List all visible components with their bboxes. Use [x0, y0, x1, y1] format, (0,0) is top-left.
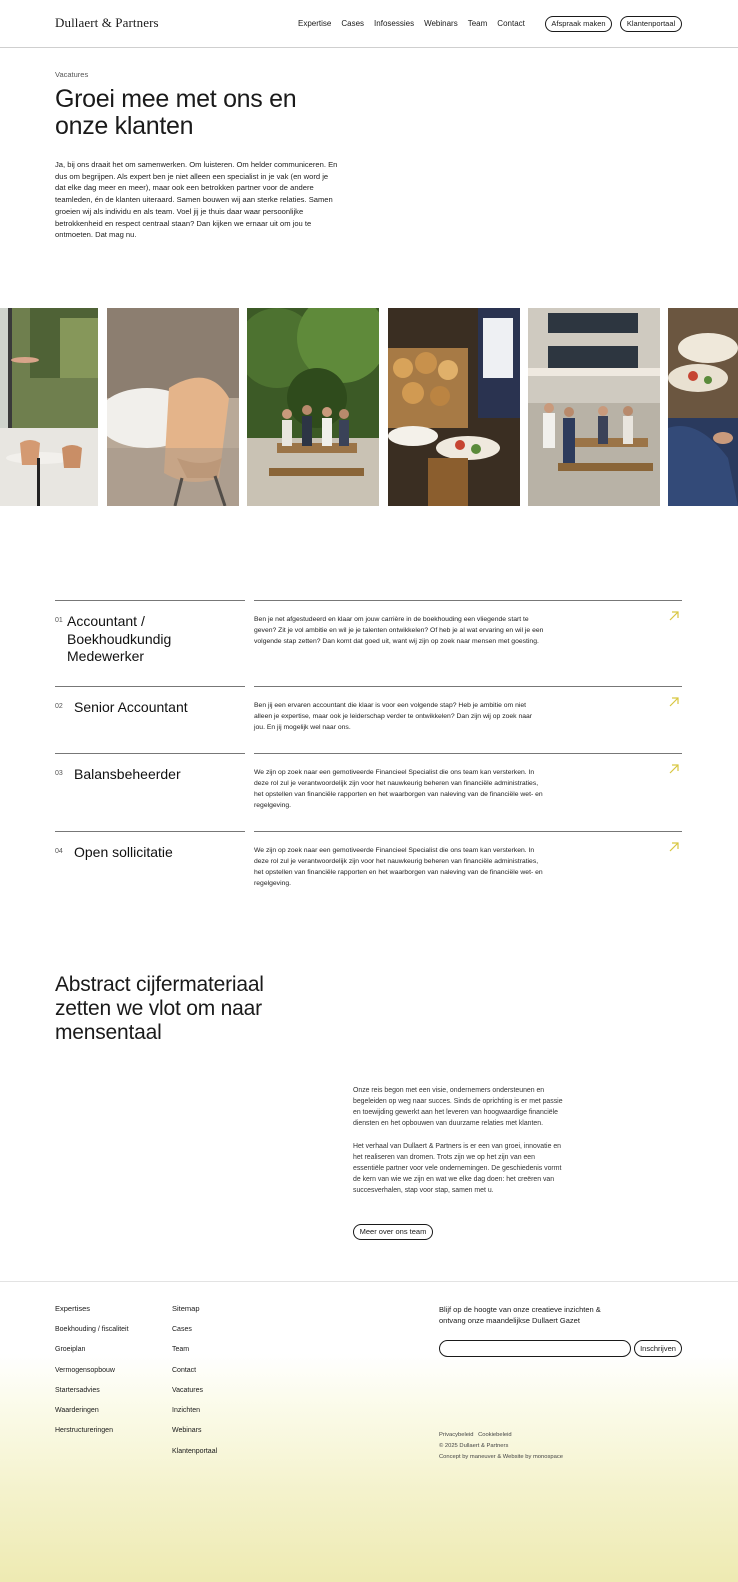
vacancy-number: 04: [55, 848, 63, 855]
footer-heading: Sitemap: [172, 1304, 200, 1313]
footer-link[interactable]: Vermogensopbouw: [55, 1366, 115, 1374]
footer-link[interactable]: Inzichten: [172, 1407, 201, 1415]
footer-link[interactable]: Boekhouding / fiscaliteit: [55, 1326, 129, 1333]
footer-expertises: [55, 1304, 129, 1448]
footer-link[interactable]: Startersadvies: [55, 1386, 100, 1394]
legal-info: [439, 1430, 563, 1463]
arrow-up-right-icon[interactable]: [668, 610, 680, 622]
nav-team[interactable]: Team: [467, 19, 488, 28]
vacancy-item[interactable]: [55, 831, 682, 901]
footer-link[interactable]: Klantenportaal: [172, 1447, 218, 1455]
nav-infosessies[interactable]: Infosessies: [374, 19, 415, 28]
arrow-up-right-icon[interactable]: [668, 696, 680, 708]
vacancy-description: We zijn op zoek naar een gemotiveerde Financieel Specialist die ons team kan versterken. In deze rol zul je verantwoordelijk zijn voor het nauwkeurig beheren van financiële administraties, het opstellen van financiële rapporten en het waarborgen van naleving van de financiële wet- en regelgeving.: [254, 847, 543, 887]
page-eyebrow: Vacatures: [55, 70, 89, 79]
footer-link[interactable]: Contact: [172, 1366, 197, 1374]
vacancy-number: 01: [55, 617, 63, 624]
vacancy-title[interactable]: Senior Accountant: [74, 699, 188, 715]
newsletter-email-input[interactable]: [439, 1340, 631, 1357]
footer-link[interactable]: Herstructureringen: [55, 1427, 113, 1435]
food-table-photo: [388, 308, 520, 506]
footer-link[interactable]: Groeiplan: [55, 1346, 86, 1354]
vacancy-item[interactable]: [55, 753, 682, 823]
divider: [55, 753, 245, 754]
page-title: Groei mee met ons en onze klanten: [55, 85, 297, 140]
vacancy-number: 02: [55, 703, 63, 710]
subscribe-button[interactable]: Inschrijven: [634, 1340, 682, 1357]
appointment-button[interactable]: Afspraak maken: [545, 16, 612, 32]
privacy-link[interactable]: Privacybeleid: [439, 1432, 474, 1438]
nav-contact[interactable]: Contact: [497, 19, 525, 28]
client-portal-button[interactable]: Klantenportaal: [620, 16, 682, 32]
cookies-link[interactable]: Cookiebeleid: [478, 1432, 512, 1438]
footer-heading: Expertises: [55, 1304, 91, 1313]
footer-link[interactable]: Cases: [172, 1326, 192, 1333]
photo-gallery[interactable]: [0, 308, 738, 506]
divider: [254, 686, 682, 687]
site-footer: [0, 1281, 738, 1582]
vacancy-description: Ben je net afgestudeerd en klaar om jouw carrière in de boekhouding een vliegende start te geven? Zit je vol ambitie en wil je je talenten ontwikkelen? Of heb je al wat ervaring en wil je een volgende stap zetten? Dan komt dat goed uit, want wij zijn op zoek naar mensen met goesting.: [254, 616, 544, 645]
divider: [55, 686, 245, 687]
intro-text: Ja, bij ons draait het om samenwerken. Om luisteren. Om helder communiceren. En dus om begrijpen. Als expert ben je niet alleen een specialist in je vak (en word je dat elke dag meer en meer), maar ook een betrokken partner voor de andere teamleden, én de klanten uiteraard. Samen bouwen wij aan sterke relaties. Samen groeien wij als individu en als team. Voel jij je thuis daar waar persoonlijke betrokkenheid en respect centraal staan? Dan kijken we ernaar uit om jou te ontmoeten. Dat mag nu.: [55, 160, 338, 240]
about-paragraph: Het verhaal van Dullaert & Partners is er een van groei, innovatie en het realiseren van dromen. Trots zijn we op het zijn van een essentiële partner voor vele ondernemingen. De geschiedenis vormt de kern van wie we zijn en wat we elke dag doen: het creëren van succesverhalen, stap voor stap, samen met u.: [353, 1143, 562, 1194]
divider: [254, 600, 682, 601]
newsletter-text: Blijf op de hoogte van onze creatieve inzichten & ontvang onze maandelijkse Dullaert Gazet: [439, 1305, 601, 1325]
logo[interactable]: Dullaert & Partners: [55, 15, 159, 30]
footer-link[interactable]: Team: [172, 1346, 190, 1354]
chair-closeup-photo: [107, 308, 239, 506]
team-picnic-photo: [247, 308, 379, 506]
footer-link[interactable]: Vacatures: [172, 1386, 203, 1394]
site-header: [0, 0, 738, 48]
vacancy-description: Ben jij een ervaren accountant die klaar is voor een volgende stap? Heb je ambitie om niet alleen je expertise, maar ook je leiderschap verder te ontwikkelen? Dan zijn wij op zoek naar jou. En jij mogelijk wel naar ons.: [254, 702, 533, 731]
vacancy-title[interactable]: Balansbeheerder: [74, 766, 181, 782]
about-paragraph: Onze reis begon met een visie, ondernemers ondersteunen en begeleiden op weg naar succes. Sinds de oprichting is er met passie en toewijding gewerkt aan het leveren van hoogwaardige financiële diensten en het opbouwen van duurzame relaties met klanten.: [353, 1087, 563, 1127]
arrow-up-right-icon[interactable]: [668, 763, 680, 775]
footer-link[interactable]: Webinars: [172, 1427, 202, 1435]
office-chairs-photo: [0, 308, 98, 506]
vacancy-title[interactable]: Accountant / Boekhoudkundig Medewerker: [67, 613, 172, 664]
vacancy-description: We zijn op zoek naar een gemotiveerde Financieel Specialist die ons team kan versterken. In deze rol zul je verantwoordelijk zijn voor het nauwkeurig beheren van financiële administraties, het opstellen van financiële rapporten en het waarborgen van naleving van de financiële wet- en regelgeving.: [254, 769, 543, 809]
nav-expertise[interactable]: Expertise: [298, 19, 332, 28]
arrow-up-right-icon[interactable]: [668, 841, 680, 853]
footer-sitemap: [172, 1304, 217, 1468]
vacancy-item[interactable]: [55, 600, 682, 680]
about-heading: Abstract cijfermateriaal zetten we vlot om naar mensentaal: [55, 973, 264, 1044]
divider: [55, 600, 245, 601]
divider: [254, 753, 682, 754]
nav-webinars[interactable]: Webinars: [424, 19, 458, 28]
vacancy-item[interactable]: [55, 686, 682, 746]
divider: [55, 831, 245, 832]
copyright: © 2025 Dullaert & Partners: [439, 1443, 509, 1449]
main-nav: [298, 19, 535, 28]
more-about-team-button[interactable]: Meer over ons team: [353, 1224, 433, 1240]
divider: [254, 831, 682, 832]
lunch-closeup-photo: [668, 308, 738, 506]
nav-cases[interactable]: Cases: [341, 19, 365, 28]
building-picnic-photo: [528, 308, 660, 506]
credits[interactable]: Concept by maneuver & Website by monospace: [439, 1454, 563, 1460]
vacancy-number: 03: [55, 770, 63, 777]
footer-link[interactable]: Waarderingen: [55, 1407, 99, 1415]
vacancy-title[interactable]: Open sollicitatie: [74, 844, 173, 860]
